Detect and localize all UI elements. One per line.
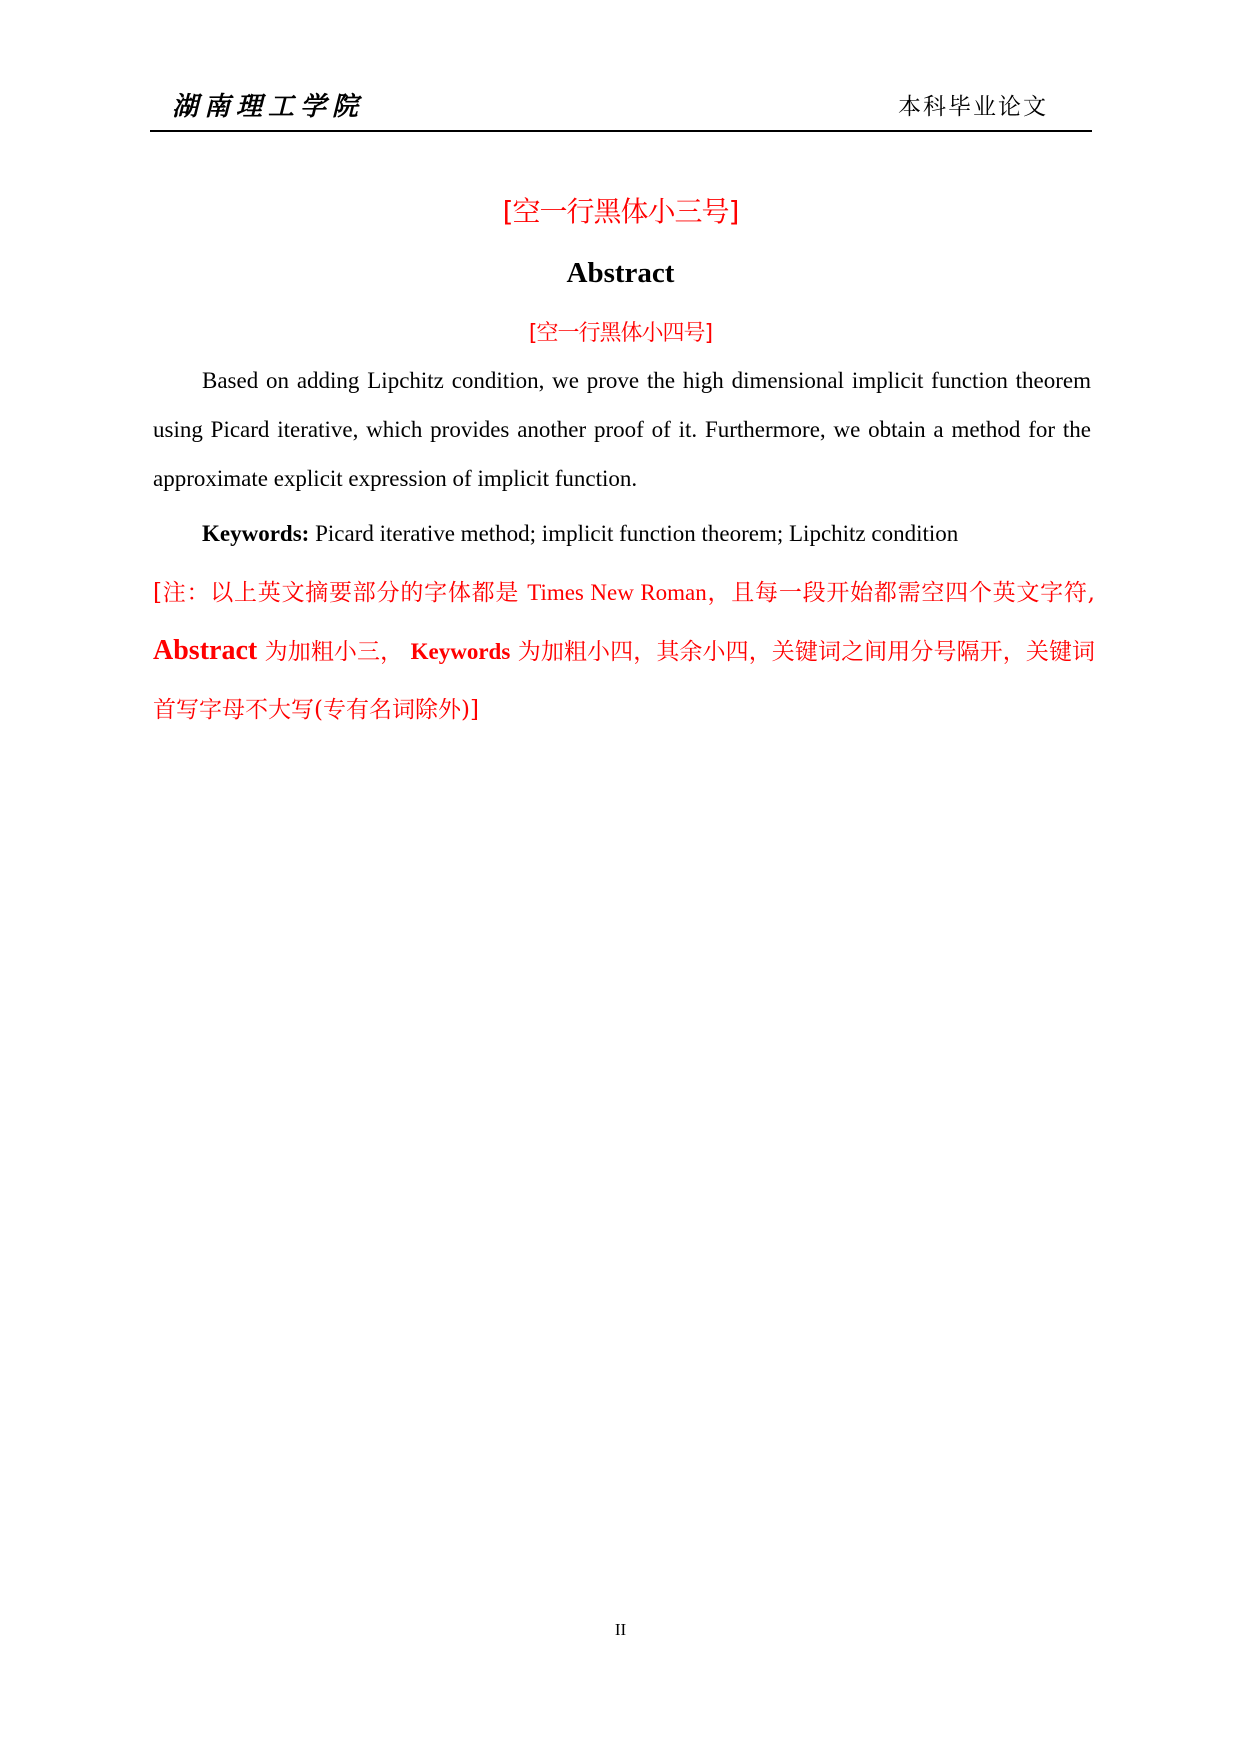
page-header	[150, 82, 1092, 132]
page-number: II	[614, 1620, 627, 1639]
header-doc-type: 本科毕业论文	[898, 94, 1048, 120]
format-note-part1: [注：以上英文摘要部分的字体都是	[153, 580, 520, 606]
format-note-font-name: Times New Roman	[527, 580, 707, 605]
header-institution: 湖南理工学院	[172, 92, 365, 122]
keywords-text: Picard iterative method; implicit function theorem; Lipchitz condition	[315, 521, 959, 546]
blank-line-note-small3: [空一行黑体小三号]	[502, 195, 739, 228]
format-note-abstract-word: Abstract	[153, 635, 258, 666]
format-note-keywords-word: Keywords	[410, 639, 511, 664]
format-note-part2: ，且每一段开始都需空四个英文字符,	[706, 580, 1095, 606]
abstract-body: Based on adding Lipchitz condition, we prove the high dimensional implicit function theorem using Picard iterative, which provides another proof of it. Furthermore, we obtain a method for the approximate explicit expression of implicit function.	[153, 368, 1091, 491]
blank-line-note-small4: [空一行黑体小四号]	[528, 321, 713, 346]
keywords-label: Keywords:	[202, 521, 310, 546]
format-note-part4: 为加粗小四，其余小四，关键词之间用分号隔开，关键词首写字母不大写(专有名词除外)]	[153, 639, 1096, 723]
format-note	[153, 564, 1095, 739]
abstract-title: Abstract	[566, 257, 675, 289]
keywords-line	[153, 509, 1091, 558]
format-note-part3: 为加粗小三，	[264, 639, 404, 665]
